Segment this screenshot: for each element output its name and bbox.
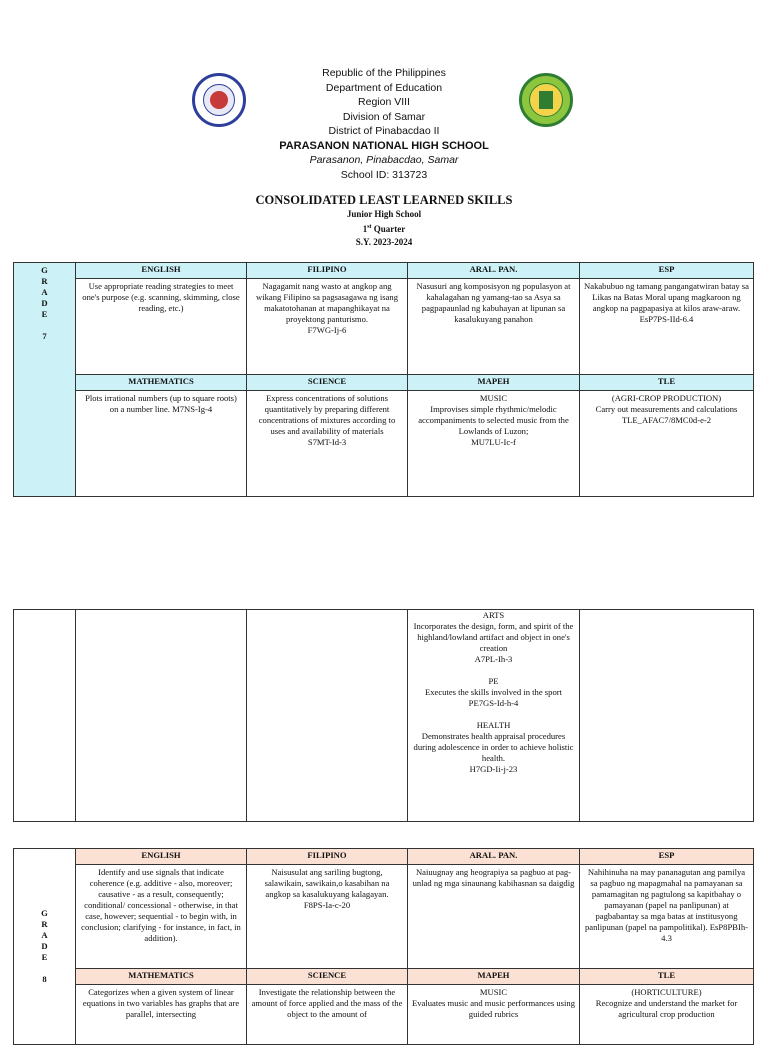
grade8-header-filipino: FILIPINO — [247, 849, 408, 865]
arts-skill: Incorporates the design, form, and spirit of the highland/lowland artifact and object in one's creation — [413, 621, 574, 653]
cont-empty-grade — [14, 610, 76, 822]
school-address: Parasanon, Pinabacdao, Samar — [309, 154, 459, 166]
header-line-deped: Department of Education — [325, 81, 443, 94]
grade8-esp-skill: Nahihinuha na may pananagutan ang pamilya sa pagbuo ng mapagmahal na pamayanan sa pamamagitan ng pagtulong sa kapitbahay o pamayanan (papel na panlipunan) at pagbabantay sa mga batas at institusyong panlipunan (papel na pampolitikal). EsP8PBIh-4.3 — [580, 865, 754, 969]
grade7-header-science: SCIENCE — [247, 375, 408, 391]
grade7-science-skill: Express concentrations of solutions quantitatively by preparing different concentrations of mixtures according to uses and availability of materials S7MT-Id-3 — [247, 391, 408, 497]
grade8-header-math: MATHEMATICS — [76, 969, 247, 985]
grade8-math-skill: Categorizes when a given system of linear equations in two variables has graphs that are parallel, intersecting — [76, 985, 247, 1045]
header-line-division: Division of Samar — [342, 110, 426, 123]
grade7-filipino-skill: Nagagamit nang wasto at angkop ang wikang Filipino sa pagsasagawa ng isang makatotohanan at mapanghikayat na proyektong panturismo. F7WG-Ij-6 — [247, 279, 408, 375]
document-title: CONSOLIDATED LEAST LEARNED SKILLS — [255, 193, 513, 207]
pe-code: PE7GS-Id-h-4 — [468, 698, 519, 708]
grade8-header-science: SCIENCE — [247, 969, 408, 985]
health-code: H7GD-Ii-j-23 — [469, 764, 518, 774]
header-line-region: Region VIII — [358, 96, 410, 108]
grade7-tle-skill: (AGRI-CROP PRODUCTION) Carry out measurements and calculations TLE_AFAC7/8MC0d-e-2 — [580, 391, 754, 497]
cont-empty-tle — [580, 610, 754, 822]
grade8-filipino-skill: Naisusulat ang sariling bugtong, salawikain, sawikain,o kasabihan na angkop sa kasalukuyang kalagayan. F8PS-Ia-c-20 — [247, 865, 408, 969]
grade7-mapeh-skill: MUSIC Improvises simple rhythmic/melodic accompaniments to selected music from the Lowlands of Luzon; MU7LU-Ic-f — [408, 391, 580, 497]
arts-label: ARTS — [482, 610, 505, 620]
grade7-header-filipino: FILIPINO — [247, 263, 408, 279]
grade8-tle-skill: (HORTICULTURE) Recognize and understand the market for agricultural crop production — [580, 985, 754, 1045]
grade7-header-esp: ESP — [580, 263, 754, 279]
grade8-mapeh-skill: MUSIC Evaluates music and music performances using guided rubrics — [408, 985, 580, 1045]
school-id: School ID: 313723 — [340, 168, 428, 181]
school-level: Junior High School — [346, 209, 422, 219]
letterhead — [0, 66, 768, 182]
grade8-header-english: ENGLISH — [76, 849, 247, 865]
header-line-district: District of Pinabacdao II — [328, 125, 440, 137]
cont-empty-science — [247, 610, 408, 822]
grade7-header-math: MATHEMATICS — [76, 375, 247, 391]
grade7-header-mapeh: MAPEH — [408, 375, 580, 391]
grade8-header-esp: ESP — [580, 849, 754, 865]
health-skill: Demonstrates health appraisal procedures during adolescence in order to achieve holistic health. — [413, 731, 574, 763]
grade7-esp-skill: Nakabubuo ng tamang pangangatwiran batay sa Likas na Batas Moral upang magkaroon ng angkop na pagpapasiya at kilos araw-araw. EsP7PS-IId-6.4 — [580, 279, 754, 375]
grade7-header-tle: TLE — [580, 375, 754, 391]
grade8-header-tle: TLE — [580, 969, 754, 985]
cont-empty-math — [76, 610, 247, 822]
grade7-math-skill: Plots irrational numbers (up to square roots) on a number line. M7NS-Ig-4 — [76, 391, 247, 497]
grade8-table — [13, 848, 754, 1045]
school-year: S.Y. 2023-2024 — [355, 237, 413, 247]
arts-code: A7PL-Ih-3 — [474, 654, 513, 664]
grade7-table — [13, 262, 754, 497]
grade7-continuation-table — [13, 609, 754, 822]
grade7-mapeh-continued — [408, 610, 580, 822]
grade7-label: G R A D E 7 — [14, 263, 76, 497]
health-label: HEALTH — [476, 720, 511, 730]
grade7-header-aralpan: ARAL. PAN. — [408, 263, 580, 279]
grade7-header-english: ENGLISH — [76, 263, 247, 279]
pe-skill: Executes the skills involved in the sport — [424, 687, 562, 697]
grade8-english-skill: Identify and use signals that indicate coherence (e.g. additive - also, moreover; causative - as a result, consequently; conditional/ concessional - otherwise, in that case, however; sequential - to begin with, in conclusion; clarifying - for instance, in fact, in addition). — [76, 865, 247, 969]
grade7-aralpan-skill: Nasusuri ang komposisyon ng populasyon at kahalagahan ng yamang-tao sa Asya sa pagpapaunlad ng kabuhayan at lipunan sa kasalukuyang panahon — [408, 279, 580, 375]
quarter-label: 1st Quarter — [362, 224, 406, 234]
school-name: PARASANON NATIONAL HIGH SCHOOL — [279, 139, 489, 152]
grade8-science-skill: Investigate the relationship between the amount of force applied and the mass of the object to the amount of — [247, 985, 408, 1045]
grade8-header-aralpan: ARAL. PAN. — [408, 849, 580, 865]
title-block — [0, 192, 768, 249]
grade8-label: G R A D E 8 — [14, 849, 76, 1045]
grade8-aralpan-skill: Naiuugnay ang heograpiya sa pagbuo at pag-unlad ng mga sinaunang kabihasnan sa daigdig — [408, 865, 580, 969]
grade7-english-skill: Use appropriate reading strategies to meet one's purpose (e.g. scanning, skimming, close reading, etc.) — [76, 279, 247, 375]
pe-label: PE — [488, 676, 499, 686]
grade8-header-mapeh: MAPEH — [408, 969, 580, 985]
header-line-republic: Republic of the Philippines — [322, 67, 446, 79]
